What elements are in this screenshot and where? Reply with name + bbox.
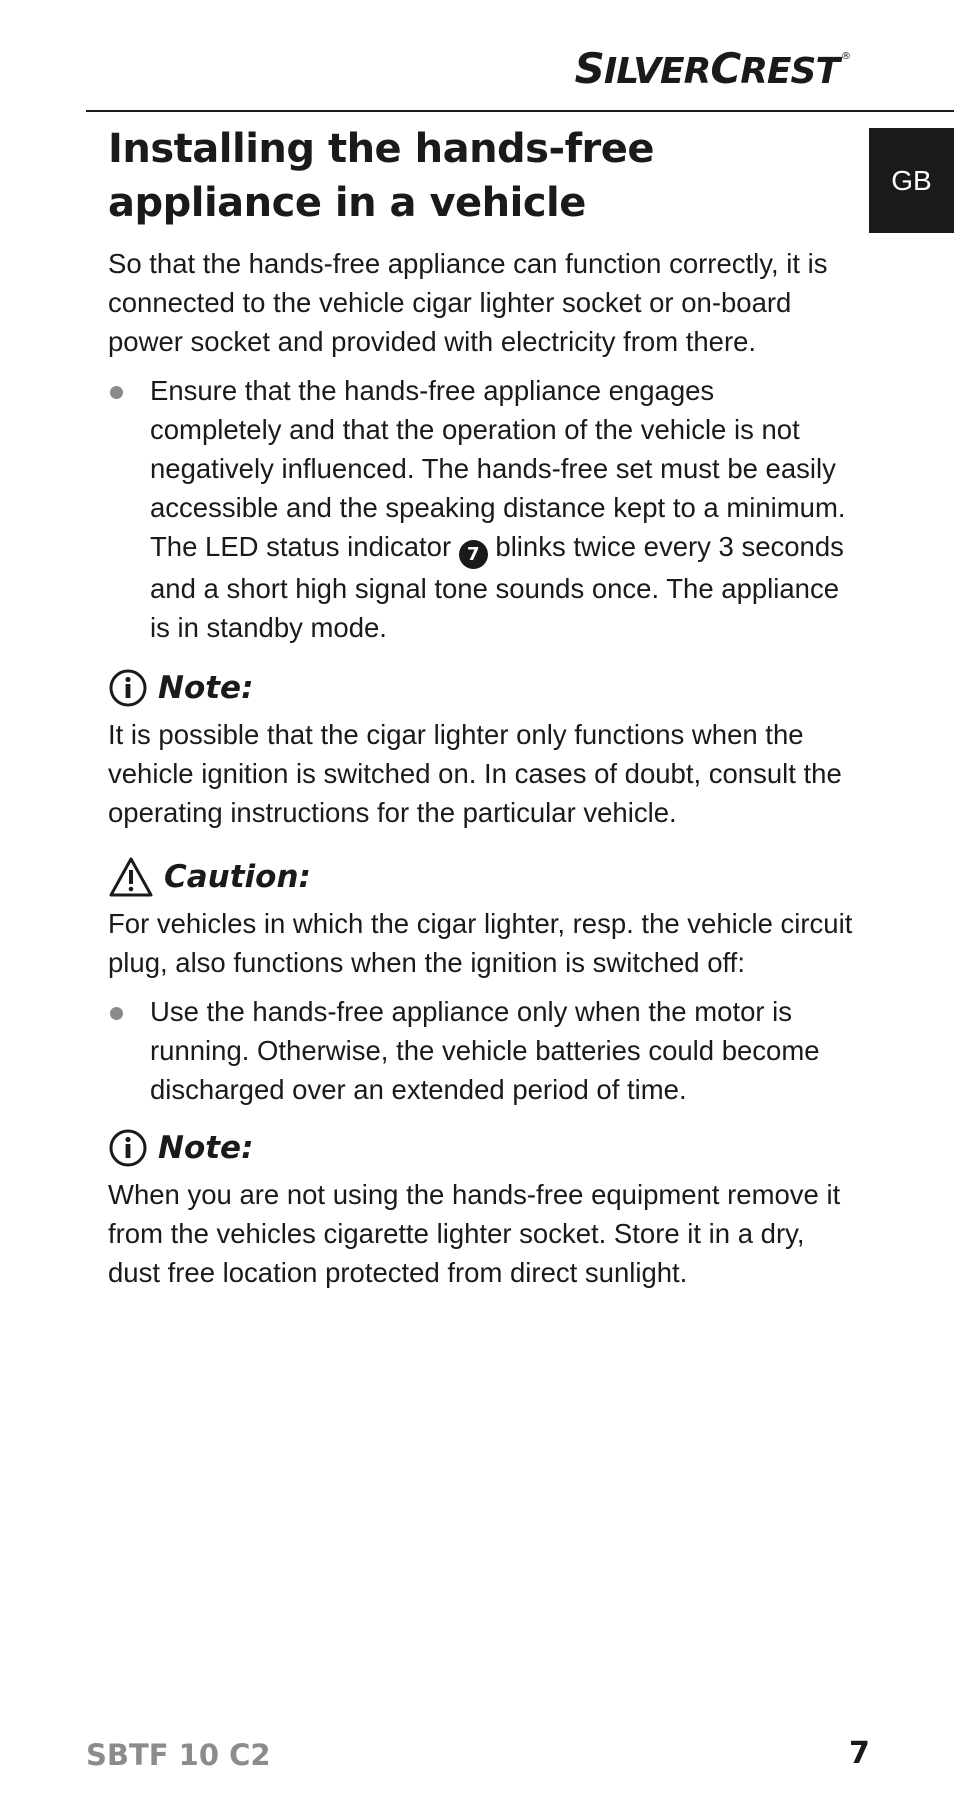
reference-number-icon: 7 (459, 540, 488, 569)
note-label: Note: (158, 670, 254, 706)
bullet-icon (110, 1007, 123, 1020)
brand-letter: C (710, 44, 741, 93)
page-content (108, 122, 853, 1292)
list-item-text: Use the hands-free appliance only when the motor is running. Otherwise, the vehicle batteries could become discharged over an extended period of time. (150, 996, 820, 1105)
header-rule (86, 110, 954, 112)
section-title: Installing the hands-free appliance in a vehicle (108, 126, 654, 226)
list-item (108, 371, 853, 647)
caution-text: For vehicles in which the cigar lighter, resp. the vehicle circuit plug, also functions when the ignition is switched off: (108, 908, 853, 978)
list-item-text: Ensure that the hands-free appliance engages completely and that the operation of the vehicle is not negatively influenced. The hands-free set must be easily accessible and the speaking distance kept to a minimum. The LED status indicator (150, 375, 846, 562)
list-item (108, 992, 853, 1109)
brand-logo (574, 44, 850, 93)
footer-model-number: SBTF 10 C2 (86, 1738, 271, 1772)
instruction-list (108, 371, 853, 647)
brand-letter: S (574, 44, 604, 93)
note-heading (108, 665, 853, 711)
bullet-icon (110, 386, 123, 399)
caution-label: Caution: (164, 859, 311, 895)
note-text: It is possible that the cigar lighter only functions when the vehicle ignition is switched on. In cases of doubt, consult the operating instructions for the particular vehicle. (108, 719, 842, 828)
note-text: When you are not using the hands-free equipment remove it from the vehicles cigarette lighter socket. Store it in a dry, dust free location protected from direct sunlight. (108, 1179, 841, 1288)
warning-triangle-icon (108, 857, 154, 897)
registered-mark: ® (841, 51, 850, 62)
info-icon (108, 668, 148, 708)
caution-list (108, 992, 853, 1109)
brand-letters: ILVER (603, 51, 711, 92)
note-heading (108, 1125, 853, 1171)
info-icon (108, 1128, 148, 1168)
intro-paragraph: So that the hands-free appliance can function correctly, it is connected to the vehicle cigar lighter socket or on-board power socket and provided with electricity from there. (108, 248, 828, 357)
language-tab: GB (869, 128, 954, 233)
brand-letters: REST (740, 51, 839, 92)
list-item-text: blinks twice every 3 seconds and a short high signal tone sounds once. The appliance is in standby mode. (150, 531, 844, 643)
caution-heading (108, 854, 853, 900)
note-label: Note: (158, 1130, 254, 1166)
page-number: 7 (849, 1736, 870, 1771)
